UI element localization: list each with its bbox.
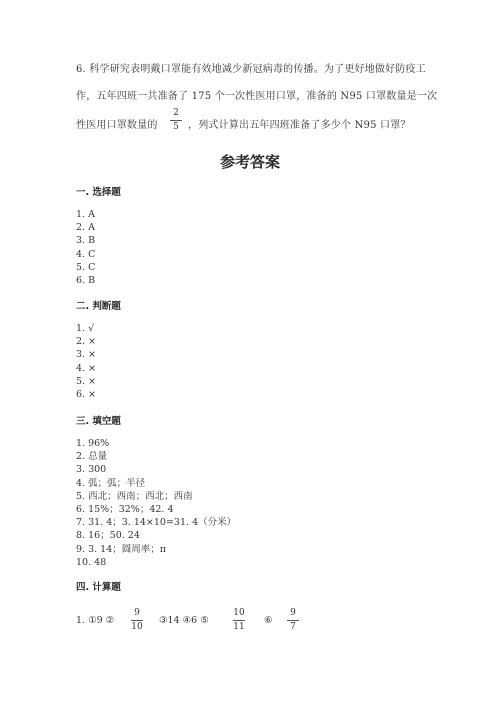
list-item: 3. × [76, 349, 97, 361]
list-item: 2. A [76, 222, 95, 234]
question-6-line-2: 作，五年四班一共准备了 175 个一次性医用口罩，准备的 N95 口罩数量是一次 [76, 91, 438, 102]
answer-list-choice [76, 208, 95, 287]
list-item: 5. 西北；西南；西北；西南 [76, 490, 193, 502]
list-item: 6. × [76, 388, 97, 400]
fraction-denominator: 11 [233, 622, 245, 632]
list-item: 5. C [76, 261, 96, 273]
answer-list-fill [76, 437, 236, 569]
list-item: 4. 弧；弧；半径 [76, 477, 146, 489]
fraction-nine-tenths [131, 608, 143, 633]
fraction-bar [287, 620, 299, 621]
list-item: 9. 3. 14；圆周率；π [76, 543, 166, 555]
list-item: 6. 15%；32%；42. 4 [76, 503, 174, 515]
calc-answer-part-2: ③14 ④6 ⑤ [159, 615, 209, 626]
calc-answer-part-1: 1. ①9 ② [76, 615, 115, 626]
fraction-numerator: 10 [233, 608, 245, 618]
fraction-nine-sevenths [287, 608, 299, 633]
list-item: 1. 96% [76, 438, 110, 449]
section-heading-fill: 三. 填空题 [76, 416, 121, 427]
fraction-bar [233, 620, 245, 621]
list-item: 1. A [76, 209, 95, 220]
list-item: 2. 总量 [76, 451, 108, 463]
list-item: 4. × [76, 362, 97, 374]
list-item: 1. √ [76, 323, 95, 334]
list-item: 8. 16；50. 24 [76, 530, 140, 542]
list-item: 10. 48 [76, 556, 107, 568]
fraction-numerator: 2 [173, 108, 179, 118]
fraction-two-fifths [170, 108, 182, 133]
fraction-ten-elevenths [233, 608, 245, 633]
fraction-bar [170, 120, 182, 121]
answers-title: 参考答案 [219, 153, 280, 171]
fraction-denominator: 7 [290, 622, 296, 632]
section-heading-choice: 一. 选择题 [76, 187, 121, 198]
answer-list-judge [76, 322, 96, 401]
fraction-numerator: 9 [290, 608, 296, 618]
question-6-line-3-prefix: 性医用口罩数量的 [76, 120, 158, 131]
question-6-line-1: 6. 科学研究表明戴口罩能有效地减少新冠病毒的传播。为了更好地做好防疫工 [76, 64, 426, 75]
question-6-line-3-suffix: ，列式计算出五年四班准备了多少个 N95 口罩？ [188, 120, 411, 131]
fraction-numerator: 9 [134, 608, 140, 618]
list-item: 6. B [76, 274, 96, 286]
list-item: 3. 300 [76, 464, 107, 476]
list-item: 3. B [76, 235, 96, 247]
fraction-denominator: 10 [131, 622, 143, 632]
list-item: 5. × [76, 375, 97, 387]
fraction-denominator: 5 [173, 122, 179, 132]
section-heading-calc: 四. 计算题 [76, 582, 121, 593]
calc-answer-part-3: ⑥ [264, 615, 273, 626]
list-item: 4. C [76, 248, 96, 260]
fraction-bar [131, 620, 143, 621]
list-item: 7. 31. 4；3. 14×10=31. 4（分米） [76, 517, 237, 529]
section-heading-judge: 二. 判断题 [76, 301, 121, 312]
list-item: 2. × [76, 336, 97, 348]
